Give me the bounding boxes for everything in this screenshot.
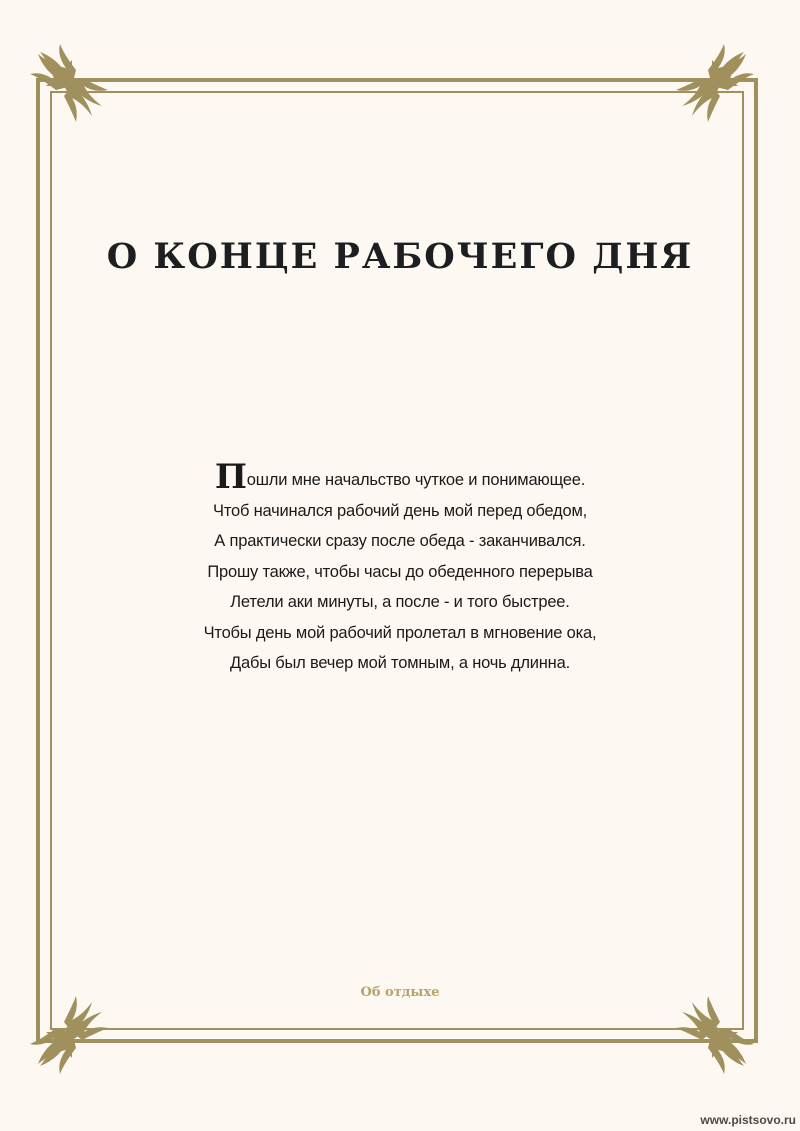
poem-line-3: А практически сразу после обеда - заканчивался. — [214, 532, 586, 550]
drop-cap: П — [214, 457, 247, 497]
poem-line-text: ошли мне начальство чуткое и понимающее. — [246, 471, 586, 489]
corner-ornament-icon — [26, 40, 118, 132]
poem-line-5: Летели аки минуты, а после - и того быстрее. — [230, 593, 570, 611]
poem-text — [100, 457, 700, 679]
poem-line-4: Прошу также, чтобы часы до обеденного перерыва — [207, 562, 593, 581]
poem-line-7: Дабы был вечер мой томным, а ночь длинна. — [230, 654, 570, 672]
poem-line-1 — [100, 457, 700, 497]
footer-link-rest[interactable]: Об отдыхе — [360, 985, 440, 1000]
corner-ornament-icon — [666, 40, 758, 132]
poem-line-6: Чтобы день мой рабочий пролетал в мгновение ока, — [203, 623, 597, 642]
page-title: О КОНЦЕ РАБОЧЕГО ДНЯ — [106, 236, 694, 277]
watermark-url: www.pistsovo.ru — [700, 1113, 796, 1127]
poem-line-2: Чтоб начинался рабочий день мой перед обедом, — [213, 501, 587, 520]
